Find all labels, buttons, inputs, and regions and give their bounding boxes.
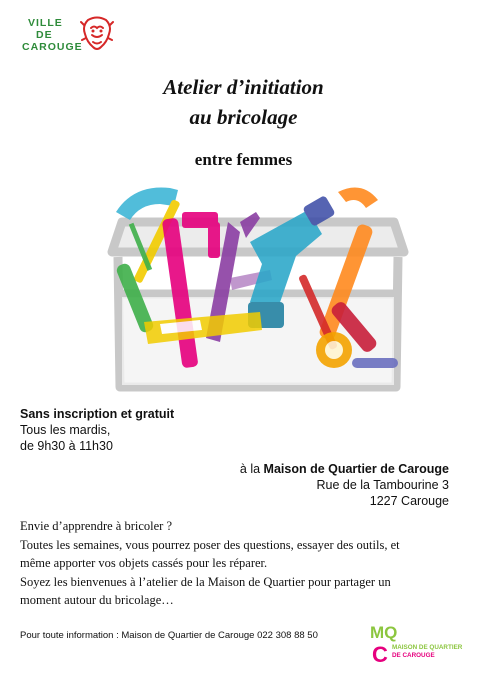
subtitle: entre femmes <box>194 150 293 169</box>
title-line-2: au bricolage <box>189 105 298 129</box>
description-line: même apporter vos objets cassés pour les réparer. <box>20 556 268 570</box>
description-line: Envie d’apprendre à bricoler ? <box>20 519 173 533</box>
description-line: Toutes les semaines, vous pourrez poser des questions, essayer des outils, et <box>20 537 400 552</box>
schedule-time: de 9h30 à 11h30 <box>20 439 113 453</box>
location-venue <box>240 461 449 477</box>
logo-text-ville: VILLE <box>28 17 63 29</box>
mqc-logo-c: C <box>372 642 388 664</box>
footer-contact: Pour toute information : Maison de Quartier de Carouge 022 308 88 50 <box>20 630 318 641</box>
description-block <box>20 517 470 610</box>
location-city: 1227 Carouge <box>369 494 449 508</box>
location-street: Rue de la Tambourine 3 <box>316 478 449 492</box>
logo-text-de: DE <box>36 29 53 41</box>
logo-text-carouge: CAROUGE <box>22 41 83 53</box>
lion-emblem-icon <box>80 16 114 52</box>
mqc-logo-line1: MAISON DE QUARTIER <box>392 644 463 651</box>
schedule-day: Tous les mardis, <box>20 423 111 437</box>
mqc-logo-mq: MQ <box>370 623 398 642</box>
toolbox-illustration <box>100 182 416 392</box>
schedule-block <box>20 406 174 454</box>
description-line: Soyez les bienvenues à l’atelier de la Maison de Quartier pour partager un <box>20 574 391 589</box>
description-line: moment autour du bricolage… <box>20 593 174 607</box>
location-block <box>240 461 449 509</box>
ville-de-carouge-logo <box>22 14 114 62</box>
title-line-1: Atelier d’initiation <box>163 75 324 99</box>
schedule-heading: Sans inscription et gratuit <box>20 407 175 421</box>
maison-de-quartier-logo <box>370 622 470 664</box>
location-name: Maison de Quartier de Carouge <box>263 462 449 476</box>
location-prefix: à la <box>239 462 264 476</box>
mqc-logo-line2: DE CAROUGE <box>392 652 435 659</box>
